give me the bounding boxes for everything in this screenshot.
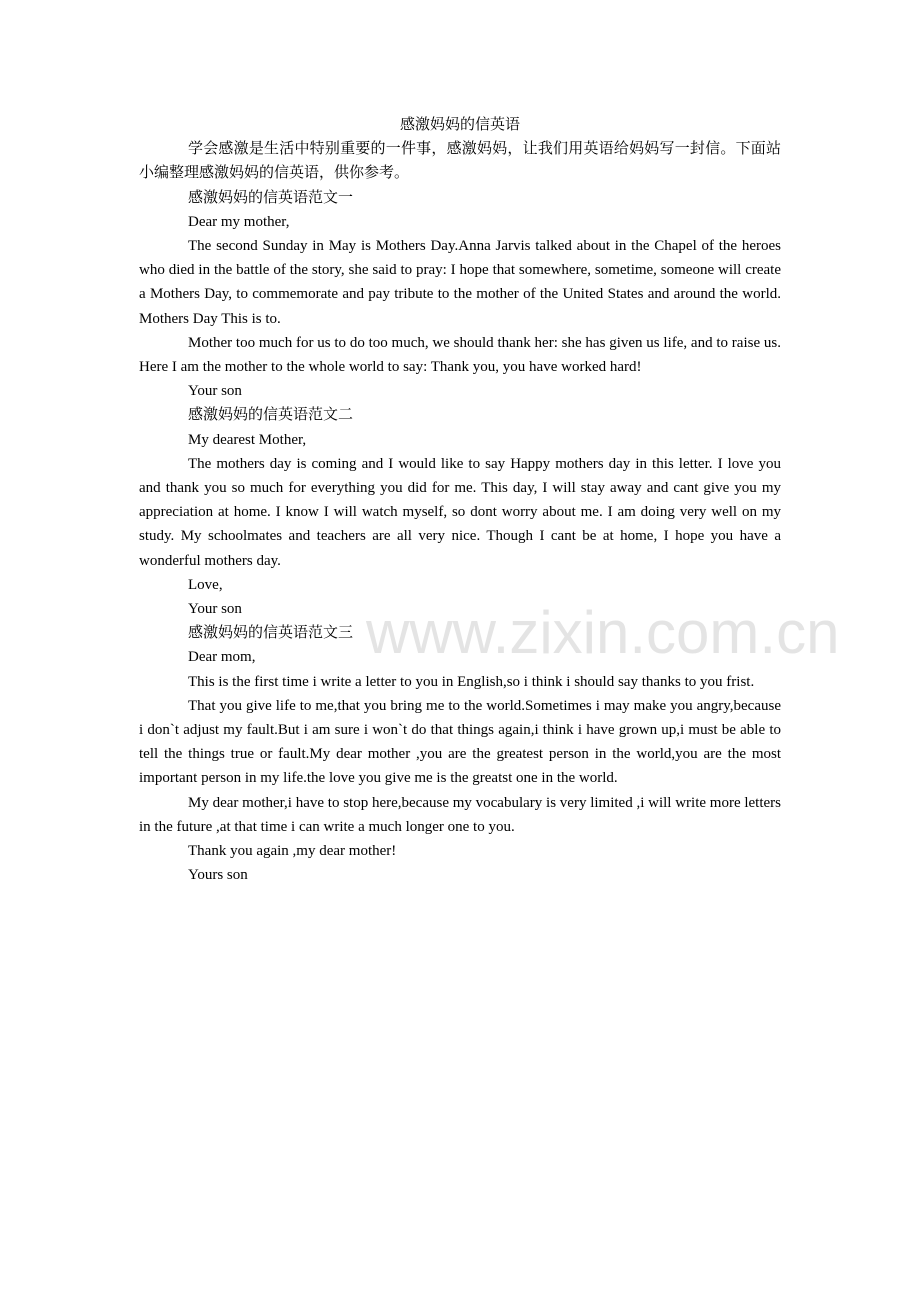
letter-2-closing-2: Your son bbox=[188, 601, 242, 618]
document-title: 感激妈妈的信英语 bbox=[399, 117, 520, 133]
letter-1-paragraph-1: The second Sunday in May is Mothers Day.Anna Jarvis talked about in the Chapel of the heroes who died in the battle of the story, she said to pray: I hope that somewhere, sometime, someone will create a Mothers Day, to commemorate and pay tribute to the mother of the United States and around the world. Mothers Day This is to. bbox=[139, 238, 781, 327]
letter-3-heading: 感激妈妈的信英语范文三 bbox=[188, 625, 354, 642]
letter-3-closing-1: Thank you again ,my dear mother! bbox=[188, 843, 397, 860]
letter-1-heading: 感激妈妈的信英语范文一 bbox=[188, 189, 354, 206]
letter-2-paragraph-1: The mothers day is coming and I would like to say Happy mothers day in this letter. I love you and thank you so much for everything you did for me. This day, I will stay away and cant give you my appreciation at home. I know I will watch myself, so dont worry about me. I am doing very well on my study. My schoolmates and teachers are all very nice. Though I cant be at home, I hope you have a wonderful mothers day. bbox=[139, 455, 781, 569]
letter-3-salutation: Dear mom, bbox=[188, 649, 256, 666]
letter-1-salutation: Dear my mother, bbox=[188, 213, 290, 230]
letter-1-paragraph-2: Mother too much for us to do too much, we should thank her: she has given us life, and to raise us. Here I am the mother to the whole world to say: Thank you, you have worked hard! bbox=[139, 334, 781, 376]
intro-paragraph: 学会感激是生活中特别重要的一件事，感激妈妈，让我们用英语给妈妈写一封信。下面站小编整理感激妈妈的信英语，供你参考。 bbox=[139, 141, 781, 182]
document-page bbox=[139, 113, 781, 888]
letter-3-paragraph-1: This is the first time i write a letter to you in English,so i think i should say thanks to you frist. bbox=[188, 673, 755, 690]
watermark: www.zixin.com.cn bbox=[366, 599, 840, 666]
letter-2-closing-1: Love, bbox=[188, 576, 223, 593]
letter-3-paragraph-3: My dear mother,i have to stop here,because my vocabulary is very limited ,i will write more letters in the future ,at that time i can write a much longer one to you. bbox=[139, 794, 781, 835]
letter-2-salutation: My dearest Mother, bbox=[188, 431, 307, 448]
letter-1-closing: Your son bbox=[188, 383, 242, 400]
letter-3-paragraph-2: That you give life to me,that you bring me to the world.Sometimes i may make you angry,because i don`t adjust my fault.But i am sure i won`t do that things again,i think i have grown up,i must be able to tell the things true or fault.My dear mother ,you are the greatest person in the world,you are the most important person in my life.the love you give me is the greatst one in the world. bbox=[139, 697, 781, 787]
letter-2-heading: 感激妈妈的信英语范文二 bbox=[188, 407, 354, 424]
letter-3-closing-2: Yours son bbox=[188, 867, 248, 884]
